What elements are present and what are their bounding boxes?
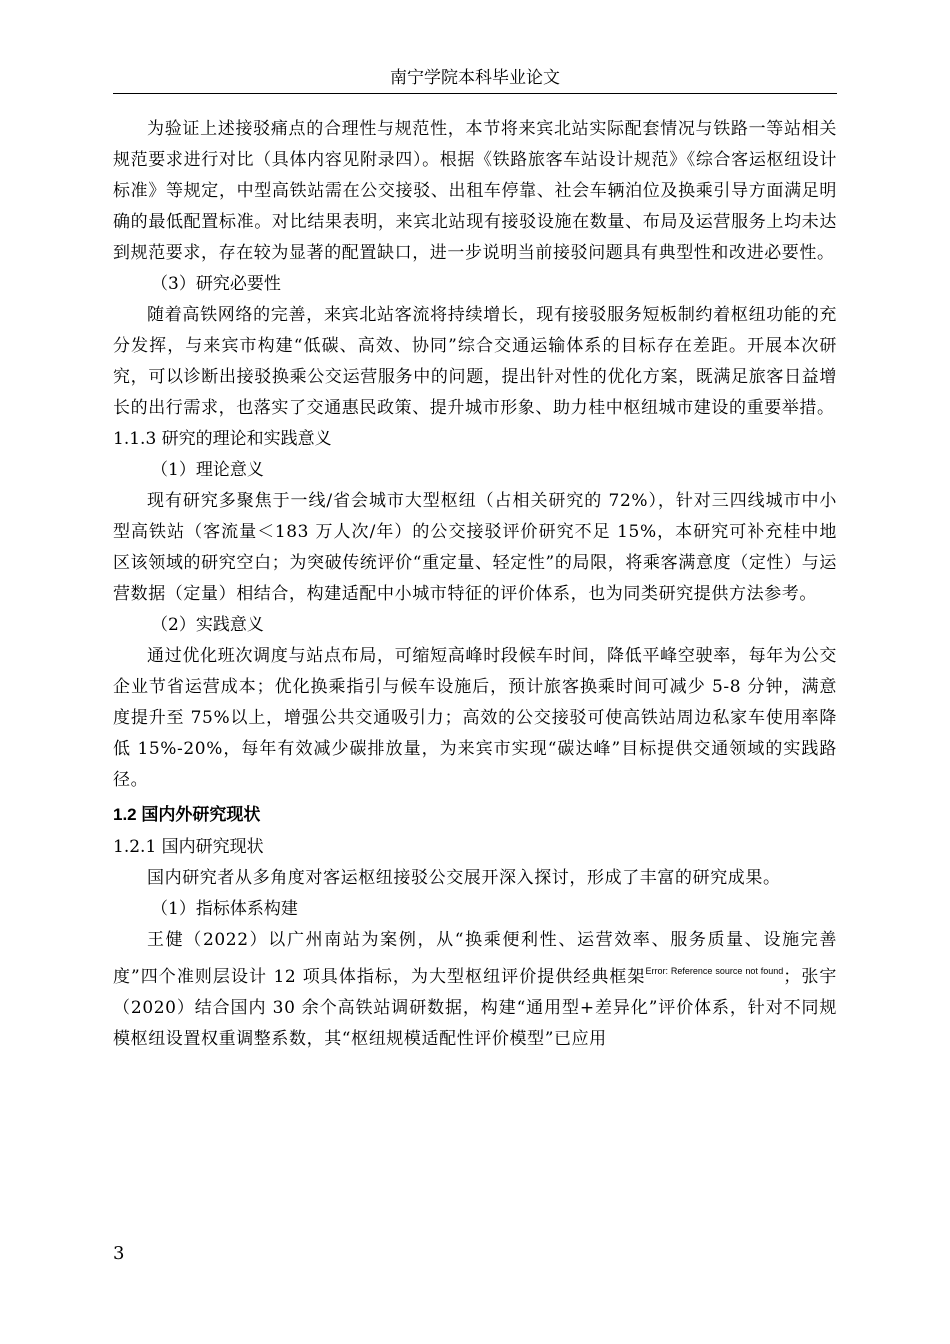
header-rule	[113, 93, 837, 94]
paragraph-theory: 现有研究多聚焦于一线/省会城市大型枢纽（占相关研究的 72%），针对三四线城市中小型高铁站（客流量＜183 万人次/年）的公交接驳评价研究不足 15%，本研究可补充桂中地区该领域的研究空白；为突破传统评价“重定量、轻定性”的局限，将乘客满意度（定性）与运营数据（定量）相结合，构建适配中小城市特征的评价体系，也为同类研究提供方法参考。	[113, 491, 837, 604]
paragraph-index-system	[113, 925, 837, 1055]
section-heading-1-1-3: 1.1.3 研究的理论和实践意义	[113, 429, 332, 449]
text-zhang-yu: ；张宇（2020）结合国内 30 余个高铁站调研数据，构建“通用型+差异化”评价体系，针对不同规模枢纽设置权重调整系数，其“枢纽规模适配性评价模型”已应用	[113, 967, 837, 1049]
paragraph-standards-comparison: 为验证上述接驳痛点的合理性与规范性，本节将来宾北站实际配套情况与铁路一等站相关规范要求进行对比（具体内容见附录四）。根据《铁路旅客车站设计规范》《综合客运枢纽设计标准》等规定，中型高铁站需在公交接驳、出租车停靠、社会车辆泊位及换乘引导方面满足明确的最低配置标准。对比结果表明，来宾北站现有接驳设施在数量、布局及运营服务上均未达到规范要求，存在较为显著的配置缺口，进一步说明当前接驳问题具有典型性和改进必要性。	[113, 119, 837, 263]
page-number: 3	[113, 1243, 125, 1264]
subheading-theory: （1）理论意义	[151, 460, 264, 480]
text-wang-jian: 王健（2022）以广州南站为案例，从“换乘便利性、运营效率、服务质量、设施完善度”四个准则层设计 12 项具体指标，为大型枢纽评价提供经典框架	[113, 930, 837, 987]
section-heading-1-2-1: 1.2.1 国内研究现状	[113, 837, 264, 857]
paragraph-practice: 通过优化班次调度与站点布局，可缩短高峰时段候车时间，降低平峰空驶率，每年为公交企业节省运营成本；优化换乘指引与候车设施后，预计旅客换乘时间可减少 5-8 分钟，满意度提升至 75%以上，增强公共交通吸引力；高效的公交接驳可使高铁站周边私家车使用率降低 15%-20%，每年有效减少碳排放量，为来宾市实现“碳达峰”目标提供交通领域的实践路径。	[113, 646, 837, 790]
subheading-practice: （2）实践意义	[151, 615, 264, 635]
running-header: 南宁学院本科毕业论文	[390, 68, 560, 88]
paragraph-necessity: 随着高铁网络的完善，来宾北站客流将持续增长，现有接驳服务短板制约着枢纽功能的充分发挥，与来宾市构建“低碳、高效、协同”综合交通运输体系的目标存在差距。开展本次研究，可以诊断出接驳换乘公交运营服务中的问题，提出针对性的优化方案，既满足旅客日益增长的出行需求，也落实了交通惠民政策、提升城市形象、助力桂中枢纽城市建设的重要举措。	[113, 305, 837, 418]
reference-error-superscript: Error: Reference source not found	[645, 966, 784, 976]
page-body	[113, 114, 837, 1055]
subheading-necessity: （3）研究必要性	[151, 274, 281, 294]
paragraph-domestic-intro: 国内研究者从多角度对客运枢纽接驳公交展开深入探讨，形成了丰富的研究成果。	[147, 868, 781, 888]
subheading-index-system: （1）指标体系构建	[151, 899, 298, 919]
section-heading-1-2: 1.2 国内外研究现状	[113, 805, 261, 824]
